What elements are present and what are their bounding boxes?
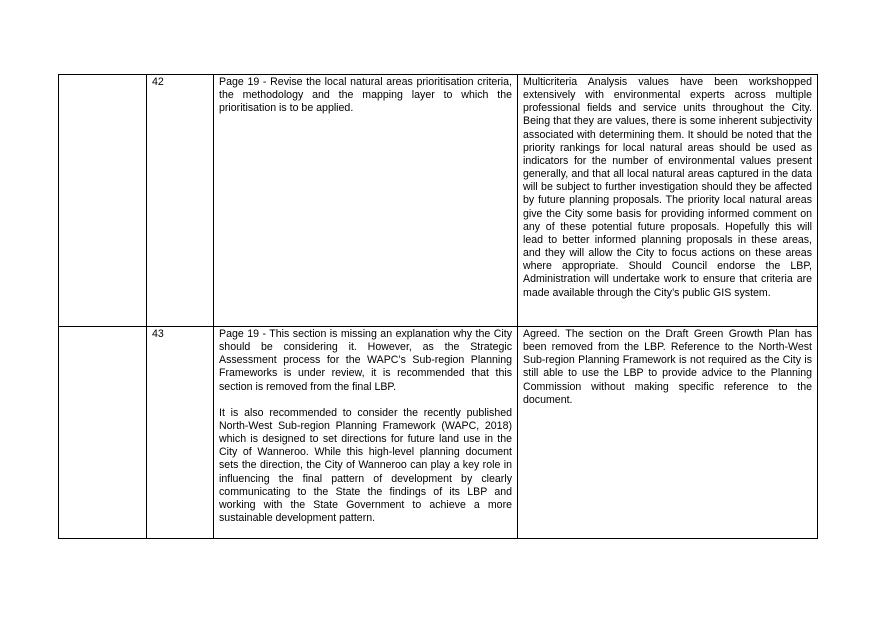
blank-cell xyxy=(59,327,147,539)
submission-paragraph: Page 19 - Revise the local natural areas prioritisation criteria, the methodology and the mapping layer to which the prioritisation is to be applied. xyxy=(219,76,512,115)
submission-text xyxy=(214,75,518,327)
submission-number: 42 xyxy=(147,75,214,327)
response-text: Agreed. The section on the Draft Green Growth Plan has been removed from the LBP. Reference to the North-West Sub-region Planning Framework is not required as the City is still able to use the LBP to provide advice to the Planning Commission without making specific reference to the document. xyxy=(518,327,818,539)
submission-paragraph: Page 19 - This section is missing an explanation why the City should be considering it. However, as the Strategic Assessment process for the WAPC’s Sub-region Planning Frameworks is under review, it is recommended that this section is removed from the final LBP. xyxy=(219,328,512,393)
submissions-table xyxy=(58,74,818,539)
table-row xyxy=(59,327,818,539)
submission-paragraph: It is also recommended to consider the recently published North-West Sub-region Planning Framework (WAPC, 2018) which is designed to set directions for future land use in the City of Wanneroo. While this high-level planning document sets the direction, the City of Wanneroo can play a key role in influencing the final pattern of development by clearly communicating to the State the findings of its LBP and working with the State Government to achieve a more sustainable development pattern. xyxy=(219,406,512,525)
response-text: Multicriteria Analysis values have been workshopped extensively with environmental experts across multiple professional fields and service units throughout the City. Being that they are values, there is some inherent subjectivity associated with determining them. It should be noted that the priority rankings for local natural areas should be used as indicators for the number of environmental values present generally, and that all local natural areas captured in the data will be subject to further investigation should they be affected by future planning proposals. The priority local natural areas give the City some basis for providing informed comment on any of these potential future proposals. Hopefully this will lead to better informed planning proposals in these areas, and they will allow the City to focus actions on these areas where appropriate. Should Council endorse the LBP, Administration will undertake work to ensure that criteria are made available through the City’s public GIS system. xyxy=(518,75,818,327)
submission-number: 43 xyxy=(147,327,214,539)
submission-text xyxy=(214,327,518,539)
blank-cell xyxy=(59,75,147,327)
table-row xyxy=(59,75,818,327)
